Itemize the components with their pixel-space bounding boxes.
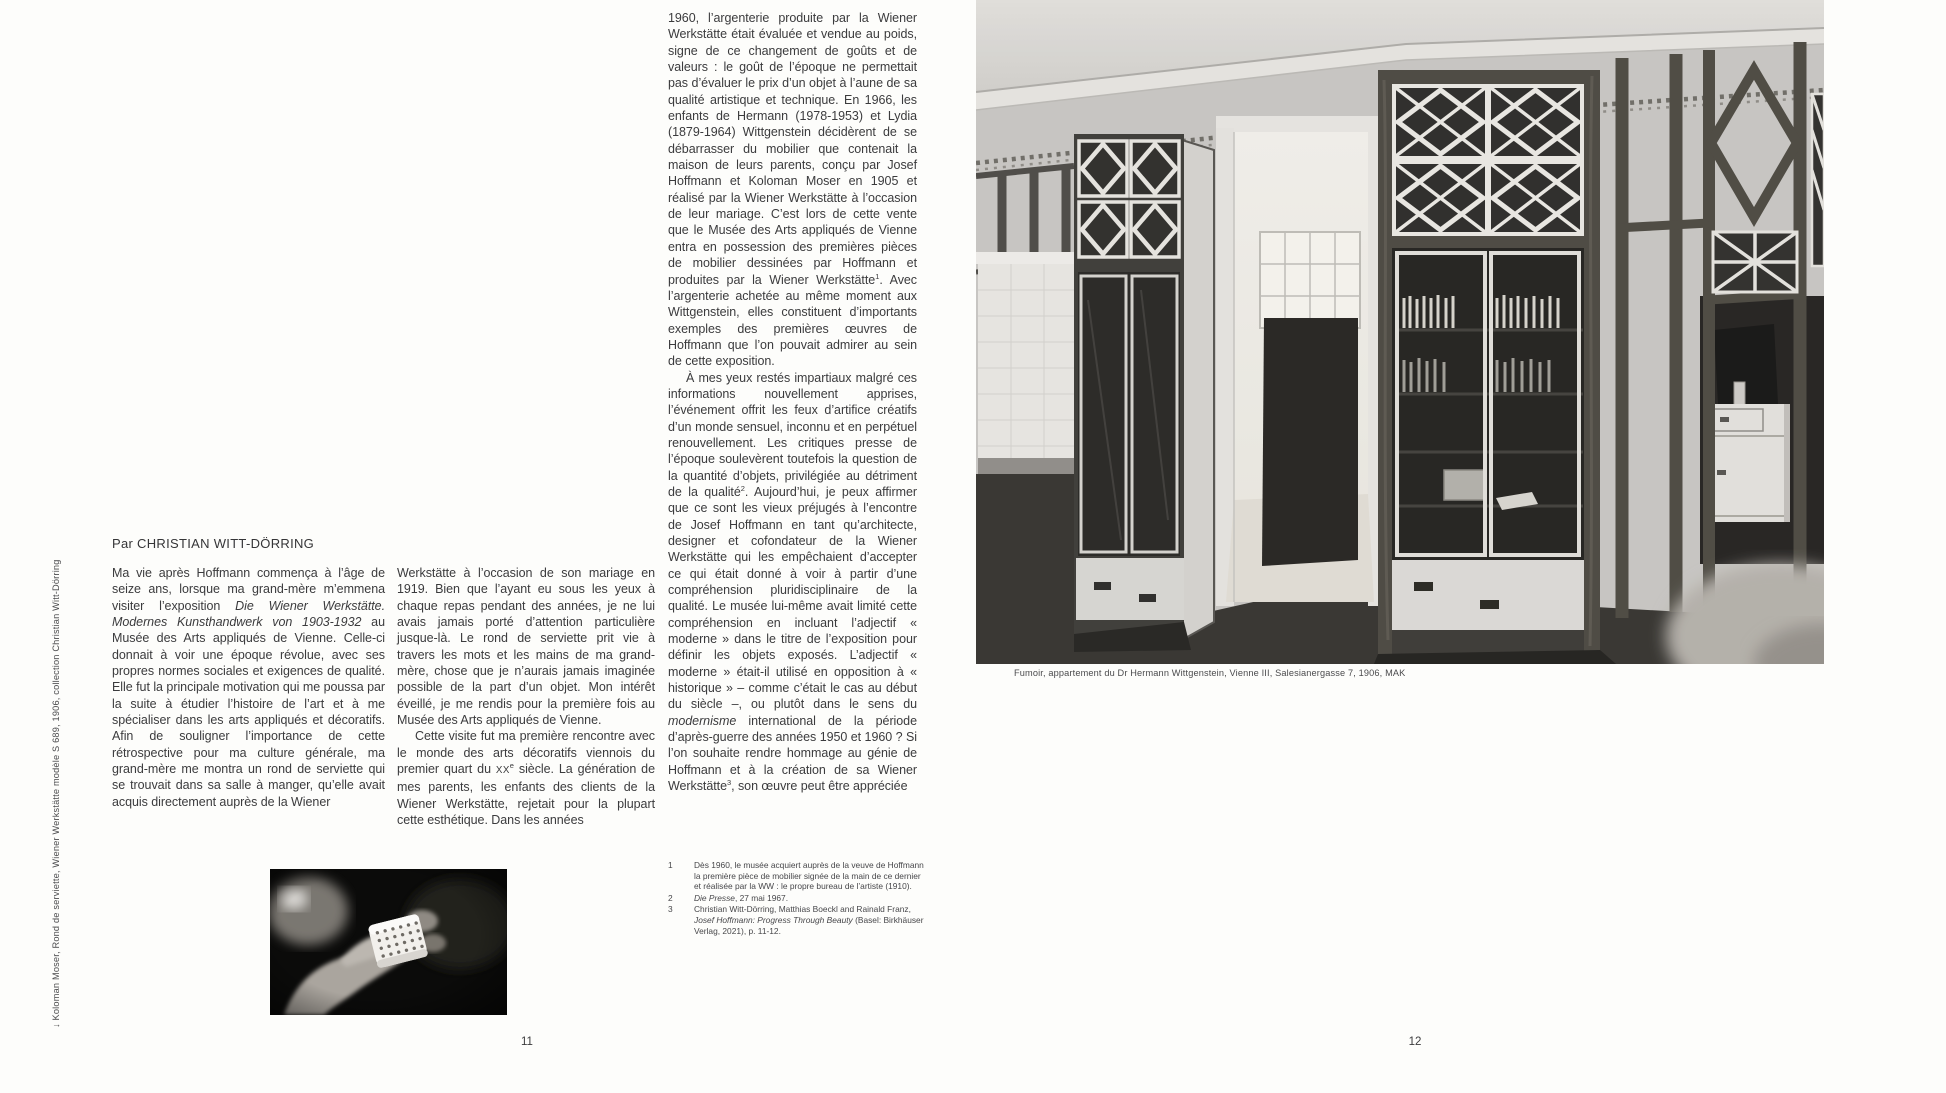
paragraph — [112, 565, 385, 810]
footnote-3 — [668, 904, 926, 936]
page-number-right: 12 — [1408, 1036, 1422, 1048]
footnote-text: Die Presse, 27 mai 1967. — [694, 892, 789, 903]
body-text: siècle. La génération de mes parents, les enfants des clients de la Wiener Werkstätte, rejetait pour la plupart cette esthétique. Dans les années — [397, 762, 655, 828]
footnote-number: 3 — [668, 904, 673, 915]
fumoir-interior-illustration — [976, 0, 1824, 664]
body-text: Cette visite fut ma première rencontre avec le monde des arts décoratifs viennois du premier quart du — [397, 729, 655, 777]
interior-photo-caption: Fumoir, appartement du Dr Hermann Wittgenstein, Vienne III, Salesianergasse 7, 1906, MAK — [1014, 668, 1406, 678]
footnote-number: 2 — [668, 892, 673, 903]
text-column-2 — [397, 565, 655, 865]
body-text: Ma vie après Hoffmann commença à l’âge de seize ans, lorsque ma grand-mère m’emmena visiter l’exposition — [112, 566, 385, 613]
body-text: au Musée des Arts appliqués de Vienne. Celle-ci donnait à voir une époque révolue, avec ses propres normes sociales et exigences de qualité. Elle fut la principale motivation qui me poussa par la suite à étudier l’histoire de l’art et à me spécialiser dans les arts appliqués et décoratifs. Afin de souligner l’importance de cette rétrospective pour ma culture générale, ma grand-mère me montra un rond de serviette qui se trouvait dans sa salle à manger, qu’elle avait acquis directement auprès de la Wiener — [112, 615, 385, 809]
ordinal-superscript: e — [509, 760, 514, 770]
body-text: . Avec l’argenterie achetée au même moment aux Wittgenstein, elles constituent d’importants exemples des premières œuvres de Hoffmann que l’on pouvait admirer au sein de cette exposition. — [668, 272, 917, 369]
footnote-ref-2: 2 — [740, 483, 745, 493]
footnote-ref-3: 3 — [727, 778, 732, 787]
body-text: À mes yeux restés impartiaux malgré ces informations nouvellement apprises, l’événement offrit les feux d’artifice créatifs d’un monde sensuel, inconnu et en perpétuel renouvellement. Les critiques presse de l’époque soulevèrent toutefois la question de la quantité d’objets, privilégiée au détriment de la qualité — [668, 370, 917, 499]
napkin-ring-illustration — [270, 869, 507, 1015]
body-text: Werkstätte à l’occasion de son mariage en 1919. Bien que l’ayant eu sous les yeux à chaque repas pendant des années, je ne lui avais jamais porté d’attention particulière jusque-là. Le rond de serviette prit vie à travers les mots et les mains de ma grand-mère, chose que je n’aurais jamais imaginée possible de la part d’un objet. Mon intérêt éveillé, je me rendis pour la première fois au Musée des Arts appliqués de Vienne. — [397, 566, 655, 728]
body-text: 1960, l’argenterie produite par la Wiener Werkstätte était évaluée et vendue au poids, signe de ce changement de goûts et de valeurs : le goût de l’époque ne permettait pas d’évaluer le prix d’un objet à l’aune de sa qualité artistique et technique. En 1966, les enfants de Hermann (1978-1953) et Lydia (1879-1964) Wittgenstein décidèrent de se débarrasser du mobilier que contenait la maison de leurs parents, conçu par Josef Hoffmann et Koloman Moser en 1905 et réalisé par la Wiener Werkstätte à l’occasion de leur mariage. C’est lors de cette vente que le Musée des Arts appliqués de Vienne entra en possession des premières pièces de mobilier dessinées par Hoffmann et produites par la Wiener Werkstätte — [668, 11, 917, 287]
interior-photo — [976, 0, 1824, 664]
footnote-2 — [668, 893, 926, 904]
footnote-text: Dès 1960, le musée acquiert auprès de la veuve de Hoffmann la première pièce de mobilier signée de la main de ce dernier et réalisée par la WW : le propre bureau de l’artiste (1910). — [694, 860, 924, 892]
napkin-ring-photo — [270, 869, 507, 1015]
century-smallcaps: XX — [495, 765, 510, 777]
text-column-1 — [112, 565, 385, 865]
body-text: , son œuvre peut être appréciée — [731, 779, 908, 794]
paragraph — [668, 10, 917, 370]
footnote-text: Christian Witt-Dörring, Matthias Boeckl and Rainald Franz, Josef Hoffmann: Progress Through Beauty (Basel: Birkhäuser Verlag, 2021), p. 11-12. — [694, 904, 924, 936]
paragraph — [397, 728, 655, 828]
footnotes-block — [668, 860, 926, 937]
body-text: . Aujourd’hui, je peux affirmer que ce sont les vieux préjugés à l’encontre de Josef Hoffmann en tant qu’architecte, designer et cofondateur de la Wiener Werkstätte qui les empêchaient d’accepter ce qui était donné à voir à partir d’une compréhension pluridisciplinaire de la qualité. Le musée lui-même avait limité cette compréhension en incluant l’adjectif « moderne » dans le titre de l’exposition pour définir les objets exposés. L’adjectif « moderne » était-il utilisé en opposition à « historique » – comme c’était le cas au début du siècle –, ou plutôt dans le sens du — [668, 484, 917, 712]
article-byline: Par CHRISTIAN WITT-DÖRRING — [112, 536, 315, 551]
paragraph — [397, 565, 655, 728]
footnote-ref-1: 1 — [875, 271, 880, 281]
text-column-3 — [668, 10, 917, 855]
page-number-left: 11 — [521, 1036, 533, 1048]
exhibition-title-italic: Die Wiener Werkstätte. Modernes Kunsthandwerk von 1903-1932 — [112, 598, 385, 630]
footnote-number: 1 — [668, 860, 673, 870]
emphasis-italic: modernisme — [668, 713, 737, 728]
body-text: international de la période d’après-guerre des années 1950 et 1960 ? Si l’on souhaite rendre hommage au génie de Hoffmann et à la création de sa Wiener Werkstätte — [668, 713, 917, 794]
footnote-1 — [668, 860, 926, 892]
paragraph — [668, 370, 917, 795]
left-margin-photo-credit: ↓ Koloman Moser, Rond de serviette, Wiener Werkstätte modèle S 689, 1906, collection Christian Witt-Dörring — [51, 559, 61, 1028]
